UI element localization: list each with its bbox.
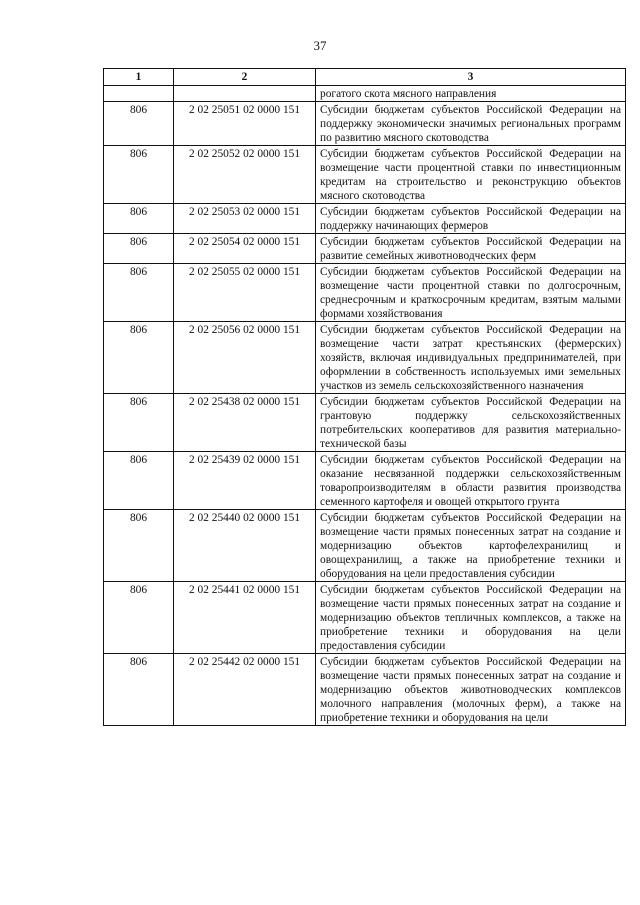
table-row: [104, 322, 626, 394]
column-header-1: 1: [104, 69, 174, 86]
description-cell: Субсидии бюджетам субъектов Российской Федерации на поддержку экономически значимых региональных программ по развитию мясного скотоводства: [316, 102, 626, 146]
table-row: [104, 264, 626, 322]
table-row: [104, 86, 626, 102]
budget-code-cell: 2 02 25439 02 0000 151: [174, 452, 316, 510]
description-cell: Субсидии бюджетам субъектов Российской Федерации на возмещение части затрат крестьянских (фермерских) хозяйств, включая индивидуальных предпринимателей, при оформлении в собственность используемых ими земельных участков из земель сельскохозяйственного назначения: [316, 322, 626, 394]
budget-code-cell: [174, 86, 316, 102]
budget-code-cell: 2 02 25442 02 0000 151: [174, 654, 316, 726]
budget-code-cell: 2 02 25054 02 0000 151: [174, 234, 316, 264]
table-row: [104, 510, 626, 582]
admin-code-cell: 806: [104, 582, 174, 654]
admin-code-cell: 806: [104, 510, 174, 582]
description-cell: Субсидии бюджетам субъектов Российской Федерации на возмещение части прямых понесенных затрат на создание и модернизацию объектов животноводческих комплексов молочного направления (молочных ферм), а также на приобретение техники и оборудования на цели: [316, 654, 626, 726]
description-cell: рогатого скота мясного направления: [316, 86, 626, 102]
admin-code-cell: 806: [104, 264, 174, 322]
description-cell: Субсидии бюджетам субъектов Российской Федерации на оказание несвязанной поддержки сельскохозяйственным товаропроизводителям в области развития производства семенного картофеля и овощей открытого грунта: [316, 452, 626, 510]
table-row: [104, 102, 626, 146]
description-cell: Субсидии бюджетам субъектов Российской Федерации на грантовую поддержку сельскохозяйственных потребительских кооперативов для развития материально-технической базы: [316, 394, 626, 452]
admin-code-cell: 806: [104, 394, 174, 452]
budget-code-cell: 2 02 25440 02 0000 151: [174, 510, 316, 582]
admin-code-cell: 806: [104, 234, 174, 264]
table-row: [104, 234, 626, 264]
table-row: [104, 582, 626, 654]
description-cell: Субсидии бюджетам субъектов Российской Федерации на возмещение части процентной ставки по инвестиционным кредитам на строительство и реконструкцию объектов мясного скотоводства: [316, 146, 626, 204]
description-cell: Субсидии бюджетам субъектов Российской Федерации на поддержку начинающих фермеров: [316, 204, 626, 234]
admin-code-cell: 806: [104, 322, 174, 394]
table-row: [104, 452, 626, 510]
budget-code-cell: 2 02 25055 02 0000 151: [174, 264, 316, 322]
column-header-3: 3: [316, 69, 626, 86]
admin-code-cell: 806: [104, 204, 174, 234]
table-row: [104, 204, 626, 234]
column-header-2: 2: [174, 69, 316, 86]
budget-code-cell: 2 02 25051 02 0000 151: [174, 102, 316, 146]
admin-code-cell: [104, 86, 174, 102]
admin-code-cell: 806: [104, 146, 174, 204]
admin-code-cell: 806: [104, 654, 174, 726]
description-cell: Субсидии бюджетам субъектов Российской Федерации на развитие семейных животноводческих ферм: [316, 234, 626, 264]
table-row: [104, 394, 626, 452]
budget-code-cell: 2 02 25438 02 0000 151: [174, 394, 316, 452]
budget-code-cell: 2 02 25056 02 0000 151: [174, 322, 316, 394]
budget-codes-table: [103, 68, 626, 726]
budget-code-cell: 2 02 25053 02 0000 151: [174, 204, 316, 234]
admin-code-cell: 806: [104, 102, 174, 146]
table-row: [104, 146, 626, 204]
budget-code-cell: 2 02 25441 02 0000 151: [174, 582, 316, 654]
admin-code-cell: 806: [104, 452, 174, 510]
page-number: 37: [313, 38, 327, 53]
table-header-row: [104, 69, 626, 86]
description-cell: Субсидии бюджетам субъектов Российской Федерации на возмещение части процентной ставки по долгосрочным, среднесрочным и краткосрочным кредитам, взятым малыми формами хозяйствования: [316, 264, 626, 322]
budget-code-cell: 2 02 25052 02 0000 151: [174, 146, 316, 204]
description-cell: Субсидии бюджетам субъектов Российской Федерации на возмещение части прямых понесенных затрат на создание и модернизацию объектов картофелехранилищ и овощехранилищ, а также на приобретение техники и оборудования на цели предоставления субсидии: [316, 510, 626, 582]
description-cell: Субсидии бюджетам субъектов Российской Федерации на возмещение части прямых понесенных затрат на создание и модернизацию объектов тепличных комплексов, а также на приобретение техники и оборудования на цели предоставления субсидии: [316, 582, 626, 654]
table-row: [104, 654, 626, 726]
